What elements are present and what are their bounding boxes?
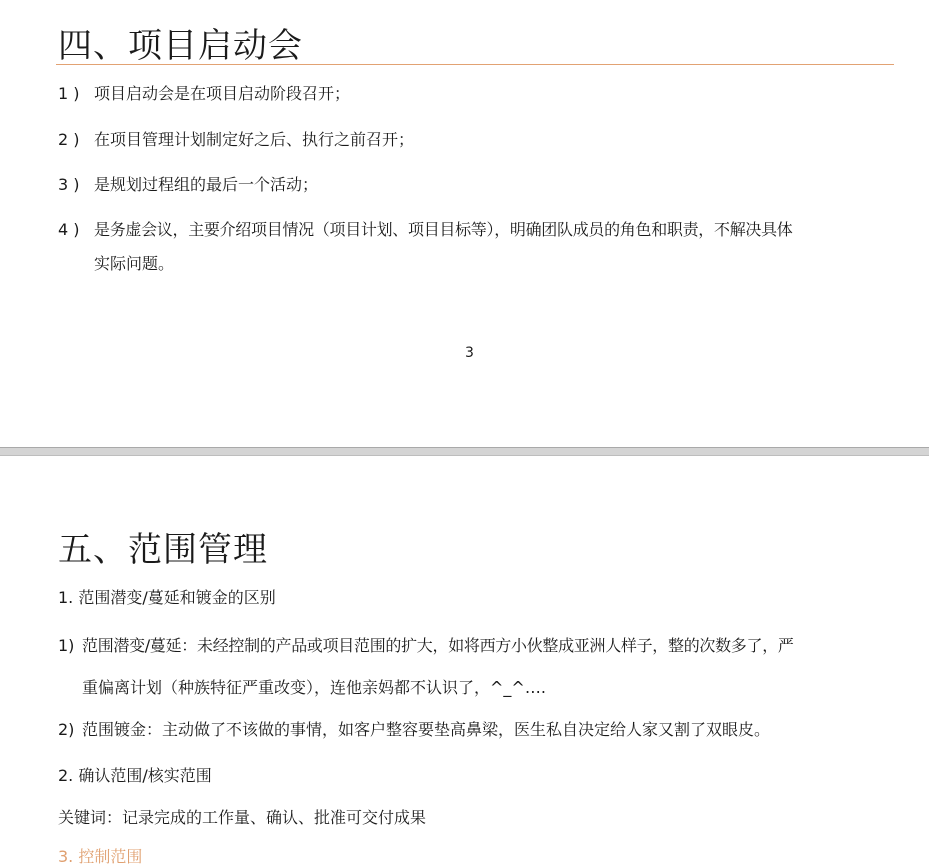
list-item-continuation: 重偏离计划（种族特征严重改变），连他亲妈都不认识了，^_^…. bbox=[82, 678, 546, 697]
list-number: 2) bbox=[58, 720, 75, 739]
list-item-text: 是规划过程组的最后一个活动； bbox=[94, 175, 319, 194]
cut-off-text: 3. 控制范围 bbox=[58, 847, 143, 866]
list-item-text: 在项目管理计划制定好之后、执行之前召开； bbox=[94, 130, 415, 149]
cut-off-subheading bbox=[58, 846, 148, 866]
list-number: 2 ) bbox=[58, 130, 80, 149]
page-separator bbox=[0, 447, 929, 456]
keywords-line: 关键词：记录完成的工作量、确认、批准可交付成果 bbox=[58, 808, 427, 827]
subheading: 1. 范围潜变/蔓延和镀金的区别 bbox=[58, 588, 276, 607]
list-number: 3 ) bbox=[58, 175, 80, 194]
list-item-text: 范围潜变/蔓延：未经控制的产品或项目范围的扩大，如将西方小伙整成亚洲人样子，整的次数多了，严 bbox=[82, 636, 794, 655]
page-number: 3 bbox=[465, 345, 474, 361]
list-item-continuation: 实际问题。 bbox=[94, 254, 175, 273]
section-heading-scope-management: 五、范围管理 bbox=[58, 530, 268, 570]
list-item-text: 是务虚会议，主要介绍项目情况（项目计划、项目目标等），明确团队成员的角色和职责，不解决具体 bbox=[94, 220, 793, 239]
list-number: 1) bbox=[58, 636, 75, 655]
list-item-text: 范围镀金：主动做了不该做的事情，如客户整容要垫高鼻梁，医生私自决定给人家又割了双眼皮。 bbox=[82, 720, 771, 739]
list-number: 4 ) bbox=[58, 220, 80, 239]
section-heading-project-kickoff: 四、项目启动会 bbox=[58, 26, 303, 66]
list-item-text: 项目启动会是在项目启动阶段召开； bbox=[94, 84, 351, 103]
heading-underline bbox=[56, 64, 894, 65]
subheading: 2. 确认范围/核实范围 bbox=[58, 766, 212, 785]
list-number: 1 ) bbox=[58, 84, 80, 103]
